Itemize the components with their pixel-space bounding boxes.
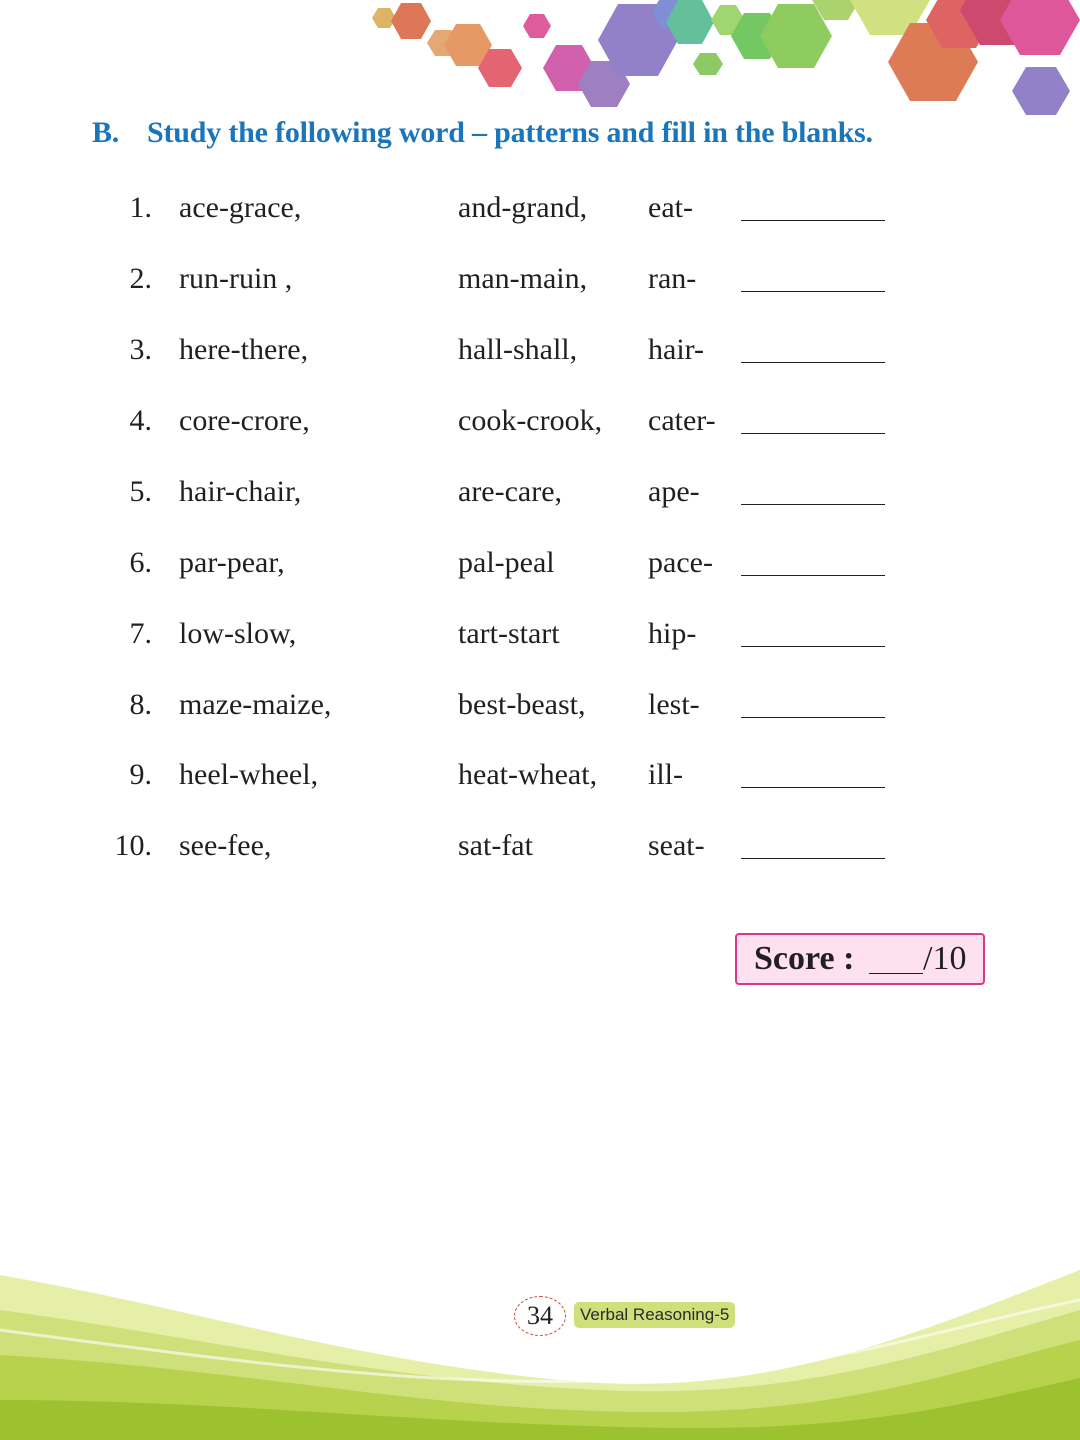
pattern-example-1: par-pear, — [179, 546, 285, 579]
item-number: 10. — [114, 829, 152, 862]
pattern-prompt: ran- — [648, 262, 697, 295]
item-number: 7. — [129, 617, 152, 650]
pattern-example-2: cook-crook, — [458, 404, 603, 437]
answer-blank[interactable] — [741, 757, 885, 788]
pattern-example-1: maze-maize, — [179, 688, 332, 721]
answer-blank[interactable] — [741, 474, 885, 505]
answer-blank[interactable] — [741, 403, 885, 434]
pattern-example-2: sat-fat — [458, 829, 533, 862]
pattern-prompt: eat- — [648, 191, 693, 224]
pattern-prompt: seat- — [648, 829, 705, 862]
list-item — [0, 401, 1080, 441]
pattern-example-2: and-grand, — [458, 191, 588, 224]
score-box — [735, 933, 985, 985]
answer-blank[interactable] — [741, 828, 885, 859]
answer-blank[interactable] — [741, 332, 885, 363]
pattern-example-2: hall-shall, — [458, 333, 578, 366]
hexagon-decoration — [0, 0, 1080, 130]
pattern-prompt: hair- — [648, 333, 705, 366]
pattern-example-2: heat-wheat, — [458, 758, 598, 791]
list-item — [0, 188, 1080, 228]
pattern-example-1: hair-chair, — [179, 475, 302, 508]
score-label: Score : — [754, 940, 855, 977]
answer-blank[interactable] — [741, 545, 885, 576]
list-item — [0, 472, 1080, 512]
pattern-example-1: heel-wheel, — [179, 758, 319, 791]
pattern-prompt: ape- — [648, 475, 700, 508]
answer-blank[interactable] — [741, 190, 885, 221]
list-item — [0, 259, 1080, 299]
item-number: 5. — [129, 475, 152, 508]
pattern-example-2: man-main, — [458, 262, 588, 295]
pattern-example-1: here-there, — [179, 333, 309, 366]
item-number: 3. — [129, 333, 152, 366]
item-number: 9. — [129, 758, 152, 791]
pattern-example-2: best-beast, — [458, 688, 586, 721]
section-letter: B. — [92, 116, 120, 149]
answer-blank[interactable] — [741, 261, 885, 292]
pattern-example-1: see-fee, — [179, 829, 272, 862]
pattern-example-1: run-ruin , — [179, 262, 293, 295]
pattern-example-1: core-crore, — [179, 404, 310, 437]
item-number: 8. — [129, 688, 152, 721]
section-heading — [92, 116, 873, 150]
list-item — [0, 685, 1080, 725]
book-title: Verbal Reasoning-5 — [574, 1302, 735, 1328]
pattern-example-2: are-care, — [458, 475, 563, 508]
item-number: 2. — [129, 262, 152, 295]
pattern-example-1: ace-grace, — [179, 191, 302, 224]
pattern-prompt: lest- — [648, 688, 700, 721]
page-number: 34 — [514, 1296, 566, 1336]
list-item — [0, 614, 1080, 654]
list-item — [0, 826, 1080, 866]
pattern-prompt: hip- — [648, 617, 697, 650]
list-item — [0, 330, 1080, 370]
answer-blank[interactable] — [741, 687, 885, 718]
pattern-example-2: tart-start — [458, 617, 560, 650]
item-number: 1. — [129, 191, 152, 224]
list-item — [0, 755, 1080, 795]
item-number: 4. — [129, 404, 152, 437]
answer-blank[interactable] — [741, 616, 885, 647]
item-number: 6. — [129, 546, 152, 579]
list-item — [0, 543, 1080, 583]
score-blank[interactable] — [869, 973, 923, 974]
pattern-example-2: pal-peal — [458, 546, 555, 579]
pattern-prompt: pace- — [648, 546, 713, 579]
pattern-example-1: low-slow, — [179, 617, 297, 650]
pattern-prompt: cater- — [648, 404, 716, 437]
pattern-prompt: ill- — [648, 758, 683, 791]
section-instruction: Study the following word – patterns and fill in the blanks. — [147, 116, 873, 149]
footer-wave-decoration — [0, 1250, 1080, 1440]
score-total: /10 — [923, 940, 967, 977]
